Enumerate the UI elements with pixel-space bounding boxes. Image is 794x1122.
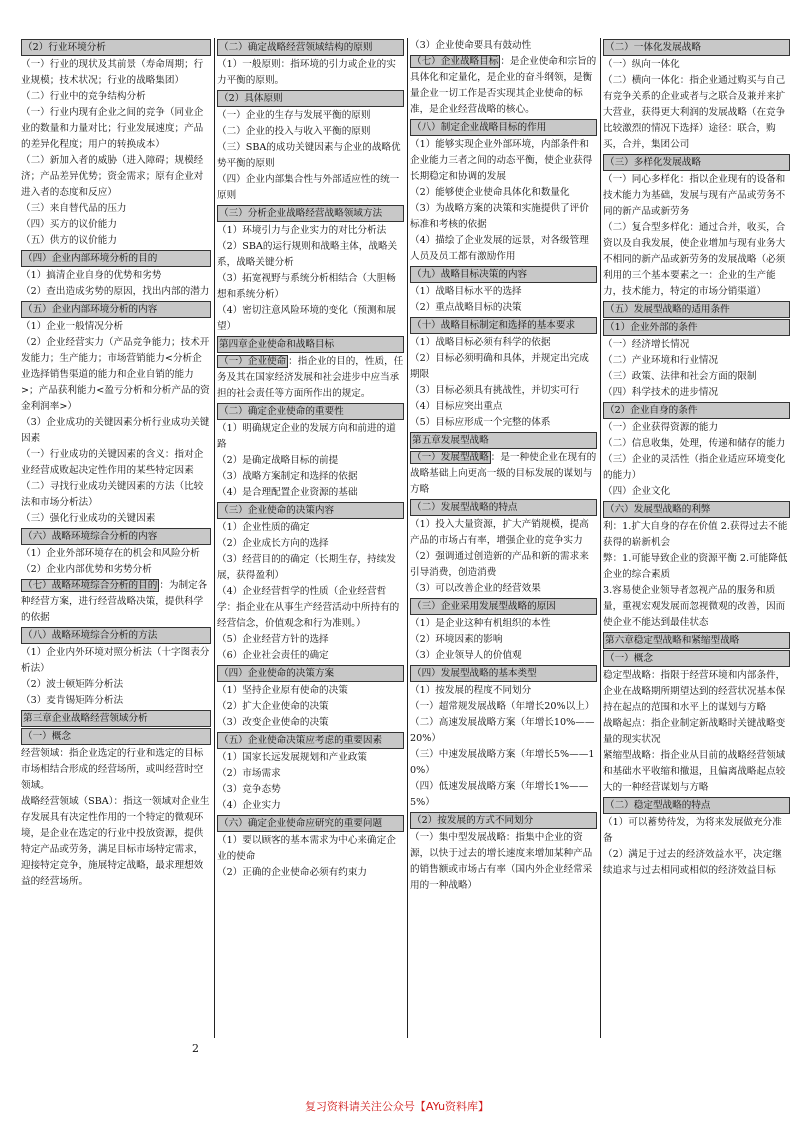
section-heading: （一）概念 bbox=[21, 728, 211, 745]
section-heading: （二）一体化发展战略 bbox=[603, 39, 790, 56]
text-paragraph: （1）要以顾客的基本需求为中心来确定企业的使命 bbox=[217, 835, 396, 862]
text-paragraph: （四）企业内部集合性与外部适应性的统一原则 bbox=[217, 174, 400, 201]
text-paragraph: （2）正确的企业使命必须有约束力 bbox=[217, 867, 368, 878]
text-paragraph: （2）SBA的运行规则和战略主体，战略关系，战略关键分析 bbox=[217, 241, 398, 268]
text-paragraph: （3）拓宽视野与系统分析相结合（大胆畅想和系统分析） bbox=[217, 273, 396, 300]
text-paragraph: （1）战略目标水平的选择 bbox=[410, 286, 522, 297]
text-paragraph: （2）企业内部优势和劣势分析 bbox=[21, 564, 152, 575]
text-paragraph: 利：1.扩大自身的存在价值 2.获得过去不能获得的崭新机会 bbox=[603, 521, 788, 548]
text-paragraph: （一）同心多样化：指以企业现有的设备和技术能力为基础，发展与现有产品或劳务不同的新产品或新劳务 bbox=[603, 174, 786, 217]
text-paragraph: （1）国家长远发展规划和产业政策 bbox=[217, 752, 368, 763]
text-paragraph: （3）为战略方案的决策和实施提供了评价标准和考核的依据 bbox=[410, 203, 589, 230]
section-heading: 第四章企业使命和战略目标 bbox=[217, 336, 404, 353]
text-paragraph: （二）信息收集，处理，传递和储存的能力 bbox=[603, 438, 786, 449]
definition-text: ：是一种使企业在现有的战略基础上向更高一级的目标发展的谋划与方略 bbox=[410, 452, 597, 495]
section-heading: （二）稳定型战略的特点 bbox=[603, 797, 790, 814]
section-heading: （三）企业使命的决策内容 bbox=[217, 502, 404, 519]
text-paragraph: （三）来自替代品的压力 bbox=[21, 203, 127, 214]
text-paragraph: （一）行业内现有企业之间的竞争（同业企业的数量和力量对比；行业发展速度；产品的差异化程度；用户的转换成本） bbox=[21, 107, 204, 150]
text-paragraph: 紧缩型战略：指企业从目前的战略经营领域和基础水平收缩和撤退，且偏离战略起点较大的一种经营谋划与方略 bbox=[603, 750, 786, 793]
footer-notice: 复习资料请关注公众号【AYu资料库】 bbox=[304, 1100, 490, 1113]
section-heading: （二）确定企业使命的重要性 bbox=[217, 403, 404, 420]
text-paragraph: （1）战略目标必须有科学的依据 bbox=[410, 337, 551, 348]
text-paragraph: 弊：1.可能导致企业的资源平衡 2.可能降低企业的综合素质 bbox=[603, 553, 788, 580]
text-paragraph: （二）横向一体化：指企业通过购买与自己有竞争关系的企业或者与之联合及兼并来扩大营业，获得更大利润的发展战略（在竞争比较激烈的情况下选择）途径：联合，购买，合并，集团公司 bbox=[603, 75, 786, 150]
section-heading: （2）具体原则 bbox=[217, 90, 404, 107]
text-paragraph: （2）市场需求 bbox=[217, 768, 281, 779]
text-paragraph: （二）企业的投入与收入平衡的原则 bbox=[217, 126, 371, 137]
text-paragraph: （二）复合型多样化：通过合并，收买，合资以及自我发展，使企业增加与现有业务大不相同的新产品或新劳务的发展战略（必须利用的三个基本要素之一：企业的生产能力，技术能力，特定的市场分销渠道） bbox=[603, 222, 786, 297]
text-paragraph: （4）企业实力 bbox=[217, 800, 281, 811]
text-paragraph: （2）查出造成劣势的原因，找出内部的潜力 bbox=[21, 286, 210, 297]
text-paragraph: （1）能够实现企业外部环境，内部条件和企业能力三者之间的动态平衡，使企业获得长期稳定和协调的发展 bbox=[410, 139, 593, 182]
text-paragraph: （一）行业的现状及其前景（寿命周期；行业规模；技术状况；行业的战略集团） bbox=[21, 59, 204, 86]
text-paragraph: （四）低速发展战略方案（年增长1%——5%） bbox=[410, 781, 589, 808]
section-heading: （三）多样化发展战略 bbox=[603, 154, 790, 171]
section-heading: （一）企业使命 bbox=[219, 356, 287, 367]
text-paragraph: （四）买方的议价能力 bbox=[21, 219, 117, 230]
content-columns bbox=[21, 38, 794, 1038]
definition-paragraph bbox=[217, 354, 404, 402]
section-heading: （八）战略环境综合分析的方法 bbox=[21, 627, 211, 644]
section-heading: （三）分析企业战略经营战略领域方法 bbox=[217, 205, 404, 222]
text-paragraph: （1）企业一般情况分析 bbox=[21, 321, 124, 332]
text-paragraph: （4）描绘了企业发展的远景，对各级管理人员及员工都有激励作用 bbox=[410, 235, 589, 262]
text-paragraph: （1）按发展的程度不同划分 bbox=[410, 685, 532, 696]
section-heading: （四）企业使命的决策方案 bbox=[217, 665, 404, 682]
text-paragraph: （2）目标必须明确和具体，并规定出完成期限 bbox=[410, 353, 589, 380]
text-paragraph: （2）扩大企业使命的决策 bbox=[217, 701, 329, 712]
text-paragraph: 战略起点：指企业制定新战略时关键战略变量的现实状况 bbox=[603, 718, 786, 745]
text-paragraph: （1）一般原则：指环境的引力或企业的实力平衡的原则。 bbox=[217, 59, 396, 86]
section-heading: （九）战略目标决策的内容 bbox=[410, 266, 597, 283]
text-paragraph: 3.容易使企业领导者忽视产品的服务和质量，重视宏观发展而忽视微观的改善，因而使企业不能达到最佳状态 bbox=[603, 585, 786, 628]
text-paragraph: （2）是确定战略目标的前提 bbox=[217, 455, 339, 466]
text-paragraph: （3）经营目的的确定（长期生存，持续发展，获得盈利） bbox=[217, 554, 396, 581]
text-paragraph: （2）重点战略目标的决策 bbox=[410, 302, 522, 313]
section-heading: （三）企业采用发展型战略的原因 bbox=[410, 598, 597, 615]
text-paragraph: （三）企业的灵活性（指企业适应环境变化的能力） bbox=[603, 454, 786, 481]
text-paragraph: （1）企业外部环境存在的机会和风险分析 bbox=[21, 548, 200, 559]
text-paragraph: （1）可以蓄势待发，为将来发展做充分准备 bbox=[603, 817, 782, 844]
text-paragraph: （3）企业使命要具有鼓动性 bbox=[410, 40, 532, 51]
text-paragraph: （3）改变企业使命的决策 bbox=[217, 717, 329, 728]
section-heading: （二）发展型战略的特点 bbox=[410, 499, 597, 516]
section-heading: 第三章企业战略经营领域分析 bbox=[21, 710, 211, 727]
text-paragraph: （一）超常规发展战略（年增长20%以上） bbox=[410, 701, 595, 712]
column-3 bbox=[407, 38, 597, 1038]
text-paragraph: （3）竞争态势 bbox=[217, 784, 281, 795]
section-heading: （四）企业内部环境分析的目的 bbox=[21, 250, 211, 267]
section-heading: （一）发展型战略 bbox=[412, 452, 489, 463]
text-paragraph: （三）政策、法律和社会方面的限制 bbox=[603, 371, 757, 382]
text-paragraph: （四）科学技术的进步情况 bbox=[603, 387, 719, 398]
text-paragraph: （5）目标应形成一个完整的体系 bbox=[410, 417, 551, 428]
text-paragraph: （3）战略方案制定和选择的依据 bbox=[217, 471, 358, 482]
text-paragraph: （二）产业环境和行业情况 bbox=[603, 355, 719, 366]
text-paragraph: （3）目标必须具有挑战性，并切实可行 bbox=[410, 385, 580, 396]
section-heading: （四）发展型战略的基本类型 bbox=[410, 665, 597, 682]
section-heading: 第六章稳定型战略和紧缩型战略 bbox=[603, 632, 790, 649]
text-paragraph: （1）搞清企业自身的优势和劣势 bbox=[21, 270, 162, 281]
text-paragraph: （1）投入大量资源，扩大产销规模，提高产品的市场占有率，增强企业的竞争实力 bbox=[410, 519, 589, 546]
text-paragraph: （二）新加入者的威胁（进入障碍；规模经济；产品差异优势；资金需求；原有企业对进入者的态度和反应） bbox=[21, 155, 204, 198]
text-paragraph: （二）寻找行业成功关键因素的方法（比较法和市场分析法） bbox=[21, 481, 204, 508]
text-paragraph: （2）波士顿矩阵分析法 bbox=[21, 679, 124, 690]
text-paragraph: （2）能够使企业使命具体化和数量化 bbox=[410, 187, 570, 198]
column-4 bbox=[600, 38, 790, 1038]
text-paragraph: 稳定型战略：指限于经营环境和内部条件，企业在战略期所期望达到的经营状况基本保持在起点的范围和水平上的谋划与方略 bbox=[603, 670, 786, 713]
section-heading: （2）行业环境分析 bbox=[21, 39, 211, 56]
section-heading: （1）企业外部的条件 bbox=[603, 319, 790, 336]
text-paragraph: （一）企业的生存与发展平衡的原则 bbox=[217, 110, 371, 121]
definition-paragraph bbox=[410, 54, 597, 118]
text-paragraph: （1）是企业这种有机组织的本性 bbox=[410, 618, 551, 629]
text-paragraph: （2）企业经营实力（产品竞争能力；技术开发能力；生产能力；市场营销能力<分析企业选择销售渠道的能力和企业自销的能力>；产品获利能力<盈亏分析和分析产品的资金利润率>） bbox=[21, 337, 210, 412]
text-paragraph: 经营领域：指企业选定的行业和选定的目标市场相结合形成的经营场所，或叫经营时空领域。 bbox=[21, 748, 204, 791]
column-2 bbox=[214, 38, 404, 1038]
text-paragraph: （三）中速发展战略方案（年增长5%——10%） bbox=[410, 749, 595, 776]
text-paragraph: （4）是合理配置企业资源的基础 bbox=[217, 487, 358, 498]
text-paragraph: （二）行业中的竞争结构分析 bbox=[21, 91, 146, 102]
definition-paragraph bbox=[21, 578, 211, 626]
definition-paragraph bbox=[410, 450, 597, 498]
text-paragraph: （4）密切注意风险环境的变化（预测和展望） bbox=[217, 305, 396, 332]
section-heading: （六）确定企业使命应研究的重要问题 bbox=[217, 815, 404, 832]
text-paragraph: （1）坚持企业原有使命的决策 bbox=[217, 685, 348, 696]
section-heading: （八）制定企业战略目标的作用 bbox=[410, 119, 597, 136]
section-heading: （六）战略环境综合分析的内容 bbox=[21, 528, 211, 545]
definition-text: ：是企业使命和宗旨的具体化和定量化，是企业的奋斗纲领，是衡量企业一切工作是否实现其企业使命的标准，是企业经营战略的核心。 bbox=[410, 56, 597, 115]
text-paragraph: （2）企业成长方向的选择 bbox=[217, 538, 329, 549]
section-heading: （七）企业战略目标 bbox=[412, 56, 499, 67]
section-heading: （六）发展型战略的利弊 bbox=[603, 501, 790, 518]
text-paragraph: （一）行业成功的关键因素的含义：指对企业经营成败起决定性作用的某些特定因素 bbox=[21, 449, 204, 476]
column-1 bbox=[21, 38, 211, 1038]
section-heading: （五）发展型战略的适用条件 bbox=[603, 301, 790, 318]
text-paragraph: （一）企业获得资源的能力 bbox=[603, 422, 719, 433]
text-paragraph: （4）目标应突出重点 bbox=[410, 401, 503, 412]
text-paragraph: （1）明确规定企业的发展方向和前进的道路 bbox=[217, 423, 396, 450]
section-heading: （五）企业使命决策应考虑的重要因素 bbox=[217, 732, 404, 749]
definition-text: ：指企业的目的，性质，任务及其在国家经济发展和社会进步中应当承担的社会责任等方面所作出的规定。 bbox=[217, 356, 404, 399]
text-paragraph: （3）可以改善企业的经营效果 bbox=[410, 583, 541, 594]
text-paragraph: 战略经营领域（SBA）：指这一领域对企业生存发展具有决定性作用的一个特定的微观环境，是企业在选定的行业中投放资源，提供特定产品或劳务，满足目标市场特定需求，迎接特定竞争，施展特定战略，最求理想效益的经营场所。 bbox=[21, 796, 210, 887]
text-paragraph: （2）环境因素的影响 bbox=[410, 634, 503, 645]
text-paragraph: （2）强调通过创造新的产品和新的需求来引导消费，创造消费 bbox=[410, 551, 589, 578]
text-paragraph: （5）企业经营方针的选择 bbox=[217, 634, 329, 645]
text-paragraph: （三）SBA的成功关键因素与企业的战略优势平衡的原则 bbox=[217, 142, 401, 169]
section-heading: （2）企业自身的条件 bbox=[603, 402, 790, 419]
text-paragraph: （一）集中型发展战略：指集中企业的资源，以快于过去的增长速度来增加某种产品的销售额或市场占有率（国内外企业经常采用的一种战略） bbox=[410, 832, 593, 891]
text-paragraph: （一）经济增长情况 bbox=[603, 339, 690, 350]
text-paragraph: （一）纵向一体化 bbox=[603, 59, 680, 70]
text-paragraph: （4）企业经营哲学的性质（企业经营哲学：指企业在从事生产经营活动中所持有的经营信念，价值观念和行为准则。） bbox=[217, 586, 400, 629]
section-heading: （一）概念 bbox=[603, 650, 790, 667]
text-paragraph: （2）满足于过去的经济效益水平，决定继续追求与过去相同或相似的经济效益目标 bbox=[603, 849, 782, 876]
text-paragraph: （五）供方的议价能力 bbox=[21, 235, 117, 246]
section-heading: （二）确定战略经营领域结构的原则 bbox=[217, 39, 404, 56]
text-paragraph: （3）企业成功的关键因素分析行业成功关键因素 bbox=[21, 417, 210, 444]
text-paragraph: （三）强化行业成功的关键因素 bbox=[21, 513, 156, 524]
section-heading: （五）企业内部环境分析的内容 bbox=[21, 301, 211, 318]
section-heading: （2）按发展的方式不同划分 bbox=[410, 812, 597, 829]
text-paragraph: （3）企业领导人的价值观 bbox=[410, 650, 522, 661]
section-heading: 第五章发展型战略 bbox=[410, 432, 597, 449]
section-heading: （七）战略环境综合分析的目的 bbox=[23, 580, 158, 591]
definition-text: ：为制定各种经营方案，进行经营战略决策，提供科学的依据 bbox=[21, 580, 208, 623]
text-paragraph: （1）企业性质的确定 bbox=[217, 522, 310, 533]
text-paragraph: （1）环境引力与企业实力的对比分析法 bbox=[217, 225, 387, 236]
text-paragraph: （1）企业内外环境对照分析法（十字图表分析法） bbox=[21, 647, 210, 674]
section-heading: （十）战略目标制定和选择的基本要求 bbox=[410, 317, 597, 334]
page-number: 2 bbox=[192, 1042, 199, 1055]
text-paragraph: （二）高速发展战略方案（年增长10%——20%） bbox=[410, 717, 595, 744]
text-paragraph: （3）麦肯锡矩阵分析法 bbox=[21, 695, 124, 706]
text-paragraph: （四）企业文化 bbox=[603, 486, 671, 497]
text-paragraph: （6）企业社会责任的确定 bbox=[217, 650, 329, 661]
